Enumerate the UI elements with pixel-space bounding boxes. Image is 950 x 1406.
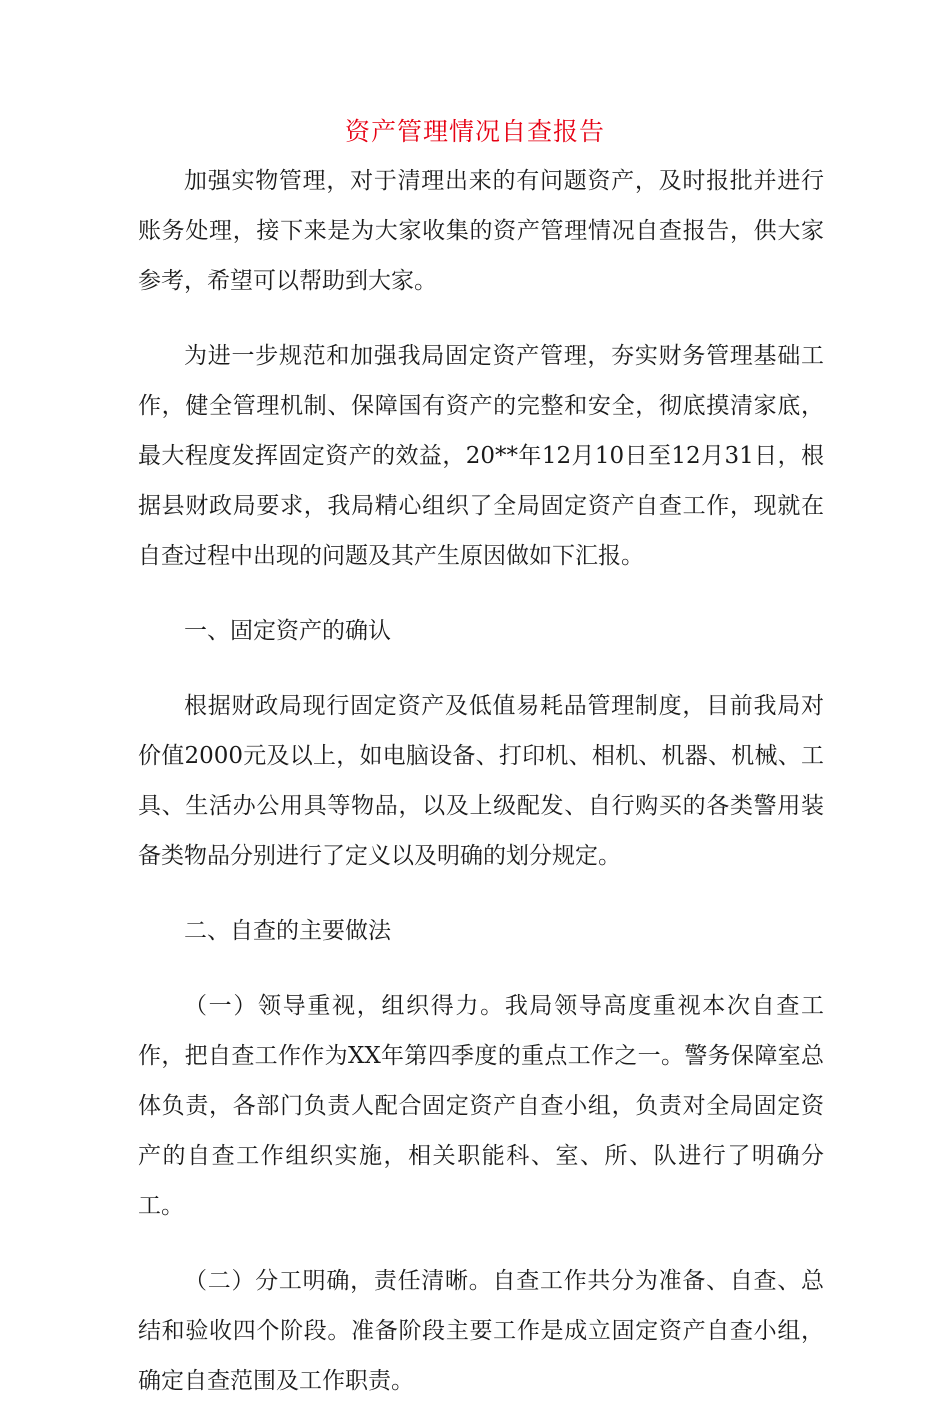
document-body [138, 156, 824, 1406]
paragraph-intro: 加强实物管理，对于清理出来的有问题资产，及时报批并进行账务处理，接下来是为大家收集的资产管理情况自查报告，供大家参考，希望可以帮助到大家。 [138, 168, 824, 294]
paragraph-leadership: （一）领导重视，组织得力。我局领导高度重视本次自查工作，把自查工作作为XX年第四季度的重点工作之一。警务保障室总体负责，各部门负责人配合固定资产自查小组，负责对全局固定资产的自查工作组织实施，相关职能科、室、所、队进行了明确分工。 [138, 993, 824, 1219]
section-heading-main-methods: 二、自查的主要做法 [184, 918, 391, 944]
paragraph-asset-confirmation: 根据财政局现行固定资产及低值易耗品管理制度，目前我局对价值2000元及以上，如电脑设备、打印机、相机、机器、机械、工具、生活办公用具等物品，以及上级配发、自行购买的各类警用装备类物品分别进行了定义以及明确的划分规定。 [138, 693, 824, 869]
section-heading-asset-confirmation: 一、固定资产的确认 [184, 618, 391, 644]
document-title: 资产管理情况自查报告 [344, 117, 605, 146]
paragraph-background: 为进一步规范和加强我局固定资产管理，夯实财务管理基础工作，健全管理机制、保障国有资产的完整和安全，彻底摸清家底，最大程度发挥固定资产的效益，20**年12月10日至12月31日，根据县财政局要求，我局精心组织了全局固定资产自查工作，现就在自查过程中出现的问题及其产生原因做如下汇报。 [138, 343, 824, 569]
paragraph-division-of-work: （二）分工明确，责任清晰。自查工作共分为准备、自查、总结和验收四个阶段。准备阶段主要工作是成立固定资产自查小组，确定自查范围及工作职责。 [138, 1268, 824, 1394]
